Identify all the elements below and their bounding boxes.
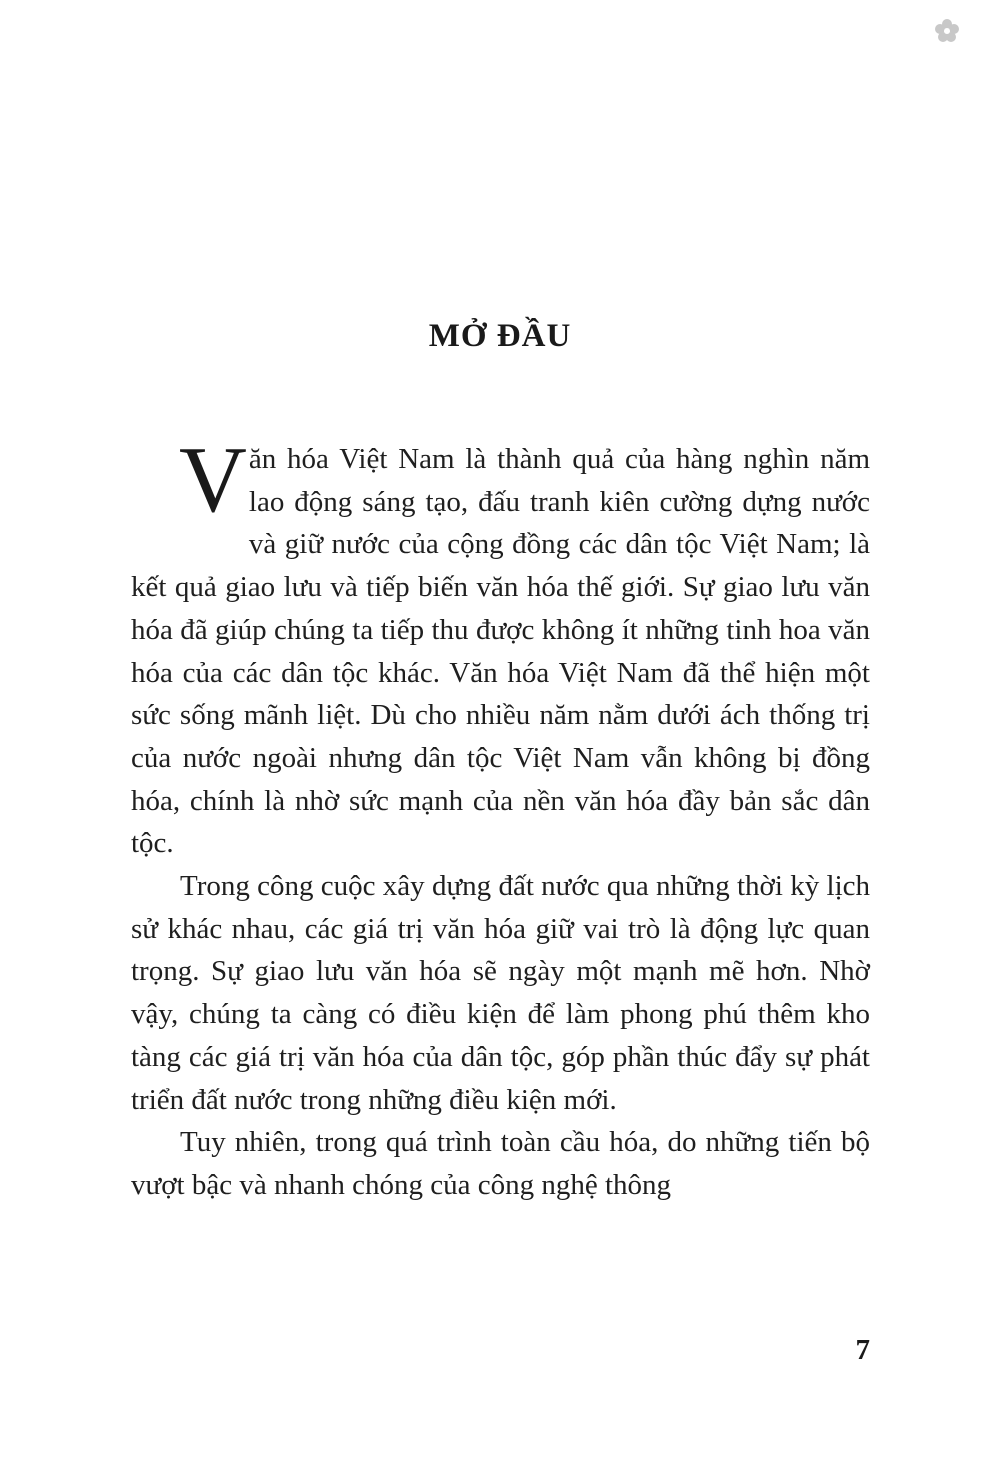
paragraph-3: Tuy nhiên, trong quá trình toàn cầu hóa, do những tiến bộ vượt bậc và nhanh chóng của công nghệ thông [131, 1126, 870, 1201]
flower-ornament-icon [934, 18, 960, 44]
paragraph-2: Trong công cuộc xây dựng đất nước qua những thời kỳ lịch sử khác nhau, các giá trị văn hóa giữ vai trò là động lực quan trọng. Sự giao lưu văn hóa sẽ ngày một mạnh mẽ hơn. Nhờ vậy, chúng ta càng có điều kiện để làm phong phú thêm kho tàng các giá trị văn hóa của dân tộc, góp phần thúc đẩy sự phát triển đất nước trong những điều kiện mới. [131, 870, 870, 1116]
page-number: 7 [855, 1334, 870, 1366]
body-text [131, 428, 870, 1207]
drop-cap: V [179, 428, 247, 532]
paragraph-1 [131, 428, 870, 865]
paragraph-1-text: ăn hóa Việt Nam là thành quả của hàng nghìn năm lao động sáng tạo, đấu tranh kiên cường dựng nước và giữ nước của cộng đồng các dân tộc Việt Nam; là kết quả giao lưu và tiếp biến văn hóa thế giới. Sự giao lưu văn hóa đã giúp chúng ta tiếp thu được không ít những tinh hoa văn hóa của các dân tộc khác. Văn hóa Việt Nam đã thể hiện một sức sống mãnh liệt. Dù cho nhiều năm nằm dưới ách thống trị của nước ngoài nhưng dân tộc Việt Nam vẫn không bị đồng hóa, chính là nhờ sức mạnh của nền văn hóa đầy bản sắc dân tộc. [131, 443, 870, 860]
page-title: MỞ ĐẦU [428, 318, 572, 354]
